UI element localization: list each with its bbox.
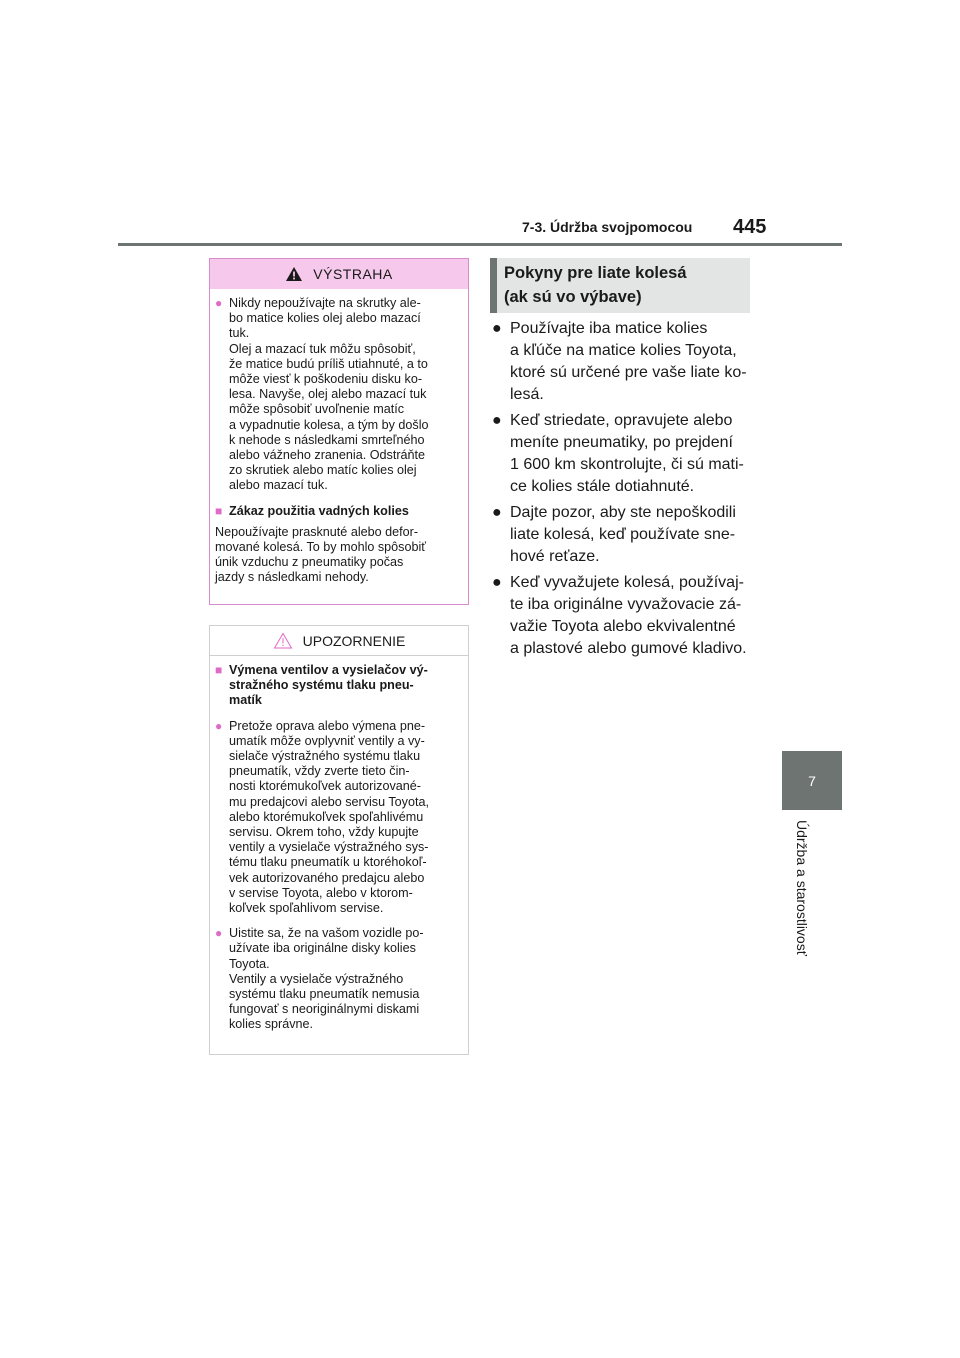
list-item-text: Používajte iba matice kolies a kľúče na matice kolies Toyota, ktoré sú určené pre vaše liate ko- lesá. [510,320,747,403]
list-item-text: Dajte pozor, aby ste nepoškodili liate kolesá, keď používate sne- hové reťaze. [510,504,736,565]
warning-subheading-row [215,504,462,519]
bullet-circle-icon: ● [215,296,223,310]
list-item-text: Keď striedate, opravujete alebo meníte pneumatiky, po prejdení 1 600 km skontrolujte, či sú mati- ce kolies stále dotiahnuté. [510,412,744,495]
warning-header [210,259,468,289]
caution-body [210,656,468,1033]
caution-box [209,625,469,1055]
bullet-circle-icon: ● [215,718,223,733]
caution-triangle-icon [273,632,293,649]
warning-triangle-icon [285,266,303,282]
caution-item [215,926,462,1032]
caution-item [215,719,462,917]
section-title: Pokyny pre liate kolesá (ak sú vo výbave) [490,258,750,313]
list-item [490,410,760,498]
bullet-square-icon: ■ [215,663,223,677]
bullet-circle-icon: ● [215,926,223,941]
list-item [490,318,760,406]
chapter-title: Údržba a starostlivosť [794,820,810,956]
bullet-dot-icon: ● [492,504,502,521]
list-item [490,502,760,568]
header-divider [118,243,842,246]
caution-header [210,626,468,656]
warning-paragraph: Nepoužívajte prasknuté alebo defor- mované kolesá. To by mohlo spôsobiť únik vzduchu z pneumatiky počas jazdy s následkami nehody. [215,524,427,585]
warning-item-text: Nikdy nepoužívajte na skrutky ale- bo matice kolies olej alebo mazací tuk. Olej a mazací tuk môžu spôsobiť, že matice budú príliš utiahnuté, a to môže viesť k poškodeniu disku ko- lesa. Navyše, olej alebo mazací tuk môže spôsobiť uvoľnenie matíc a vypadnutie kolesa, a tým by došlo k nehode s následkami smrteľného alebo vážneho zranenia. Odstráňte zo skrutiek alebo matíc kolies olej alebo mazací tuk. [229,296,429,493]
bullet-dot-icon: ● [492,574,502,591]
section-bullet-list [490,318,760,664]
list-item [490,572,760,660]
caution-subheading: Výmena ventilov a vysielačov vý- stražného systému tlaku pneu- matík [229,663,428,708]
warning-item [215,296,462,494]
warning-title: VÝSTRAHA [313,266,393,282]
bullet-dot-icon: ● [492,412,502,429]
caution-title: UPOZORNENIE [302,632,406,649]
warning-body [210,289,468,586]
caution-item-text: Uistite sa, že na vašom vozidle po- užívate iba originálne disky kolies Toyota. Ventily a vysielače výstražného systému tlaku pneumatík nemusia fungovať s neoriginálnymi diskami kolies správne. [229,926,424,1032]
warning-box [209,258,469,605]
page-number: 445 [733,216,767,238]
bullet-dot-icon: ● [492,320,502,337]
bullet-square-icon: ■ [215,503,223,518]
warning-subheading: Zákaz použitia vadných kolies [229,503,409,518]
section-heading: 7-3. Údržba svojpomocou [522,219,693,235]
caution-subheading-row [215,663,462,709]
list-item-text: Keď vyvažujete kolesá, používaj- te iba originálne vyvažovacie zá- važie Toyota alebo ekvivalentné a plastové alebo gumové kladivo. [510,574,747,657]
caution-item-text: Pretože oprava alebo výmena pne- umatík môže ovplyvniť ventily a vy- sielače výstražného systému tlaku pneumatík, vždy zverte tieto čin- nosti ktorémukoľvek autorizované- mu predajcovi alebo servisu Toyota, alebo ktorémukoľvek spoľahlivému servisu. Okrem toho, vždy kupujte ventily a vysielače výstražného sys- tému tlaku pneumatík u ktoréhokoľ- vek autorizovaného predajcu alebo v servise Toyota, alebo v ktorom- koľvek spoľahlivom servise. [229,718,429,916]
chapter-tab: 7 [782,751,842,810]
